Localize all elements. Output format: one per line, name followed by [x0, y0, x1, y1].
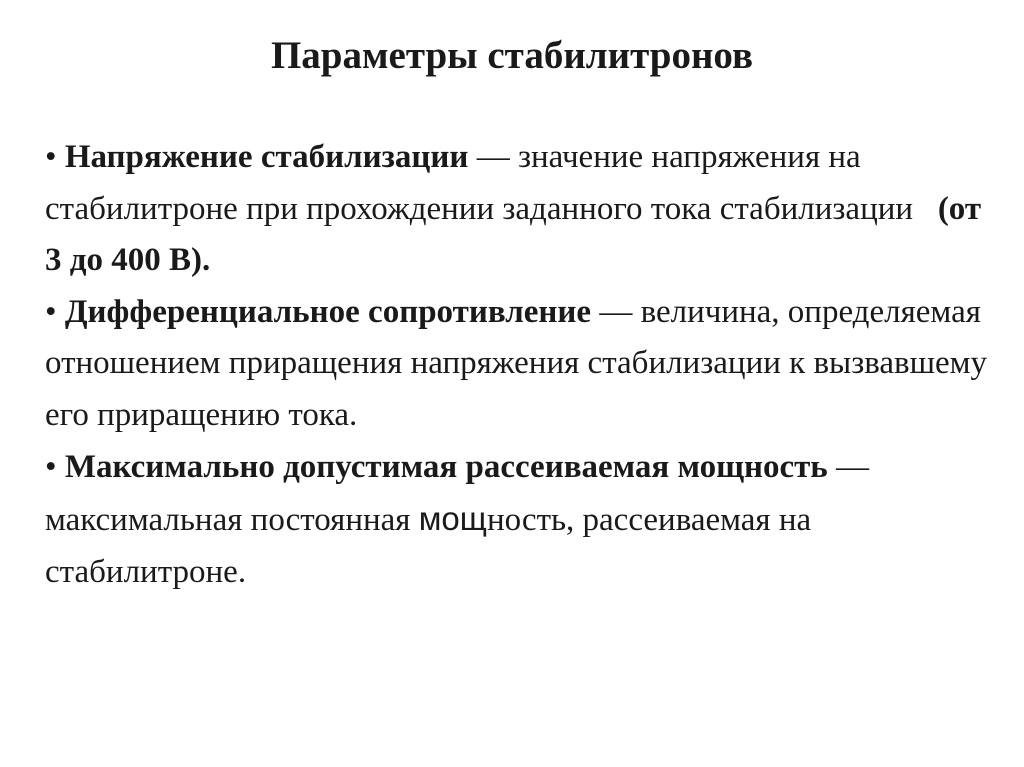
term-differential-resistance: Дифференциальное сопротивление: [64, 293, 592, 330]
bullet: •: [45, 448, 57, 485]
term-stabilization-voltage: Напряжение стабилизации: [64, 139, 469, 175]
list-item-differential-resistance: [45, 287, 1005, 442]
definition-differential-resistance: величина, определяемая отношением приращения напряжения стабилизации к вызвавшему его приращению тока.: [45, 293, 988, 433]
slide-body: [45, 132, 1005, 598]
dash: —: [599, 293, 633, 330]
bullet: •: [45, 139, 57, 175]
voltage-range: (от 3 до 400 В).: [45, 190, 982, 279]
definition-max-power-part2: ность, рассеиваемая на стабилитроне.: [45, 502, 812, 590]
term-max-power-dissipation: Максимально допустимая рассеиваемая мощность: [64, 448, 828, 485]
list-item-stabilization-voltage: [45, 132, 1005, 287]
slide-title: Параметры стабилитронов: [270, 34, 754, 77]
list-item-max-power-dissipation: [45, 442, 1005, 599]
dash: —: [836, 448, 870, 485]
definition-max-power-part1: максимальная постоянная: [45, 502, 411, 539]
definition-stabilization-voltage: значение напряжения на стабилитроне при прохождении заданного тока стабилизации: [45, 139, 914, 227]
definition-max-power-word: мощ: [418, 500, 487, 538]
bullet: •: [45, 293, 57, 330]
dash: —: [476, 139, 510, 175]
